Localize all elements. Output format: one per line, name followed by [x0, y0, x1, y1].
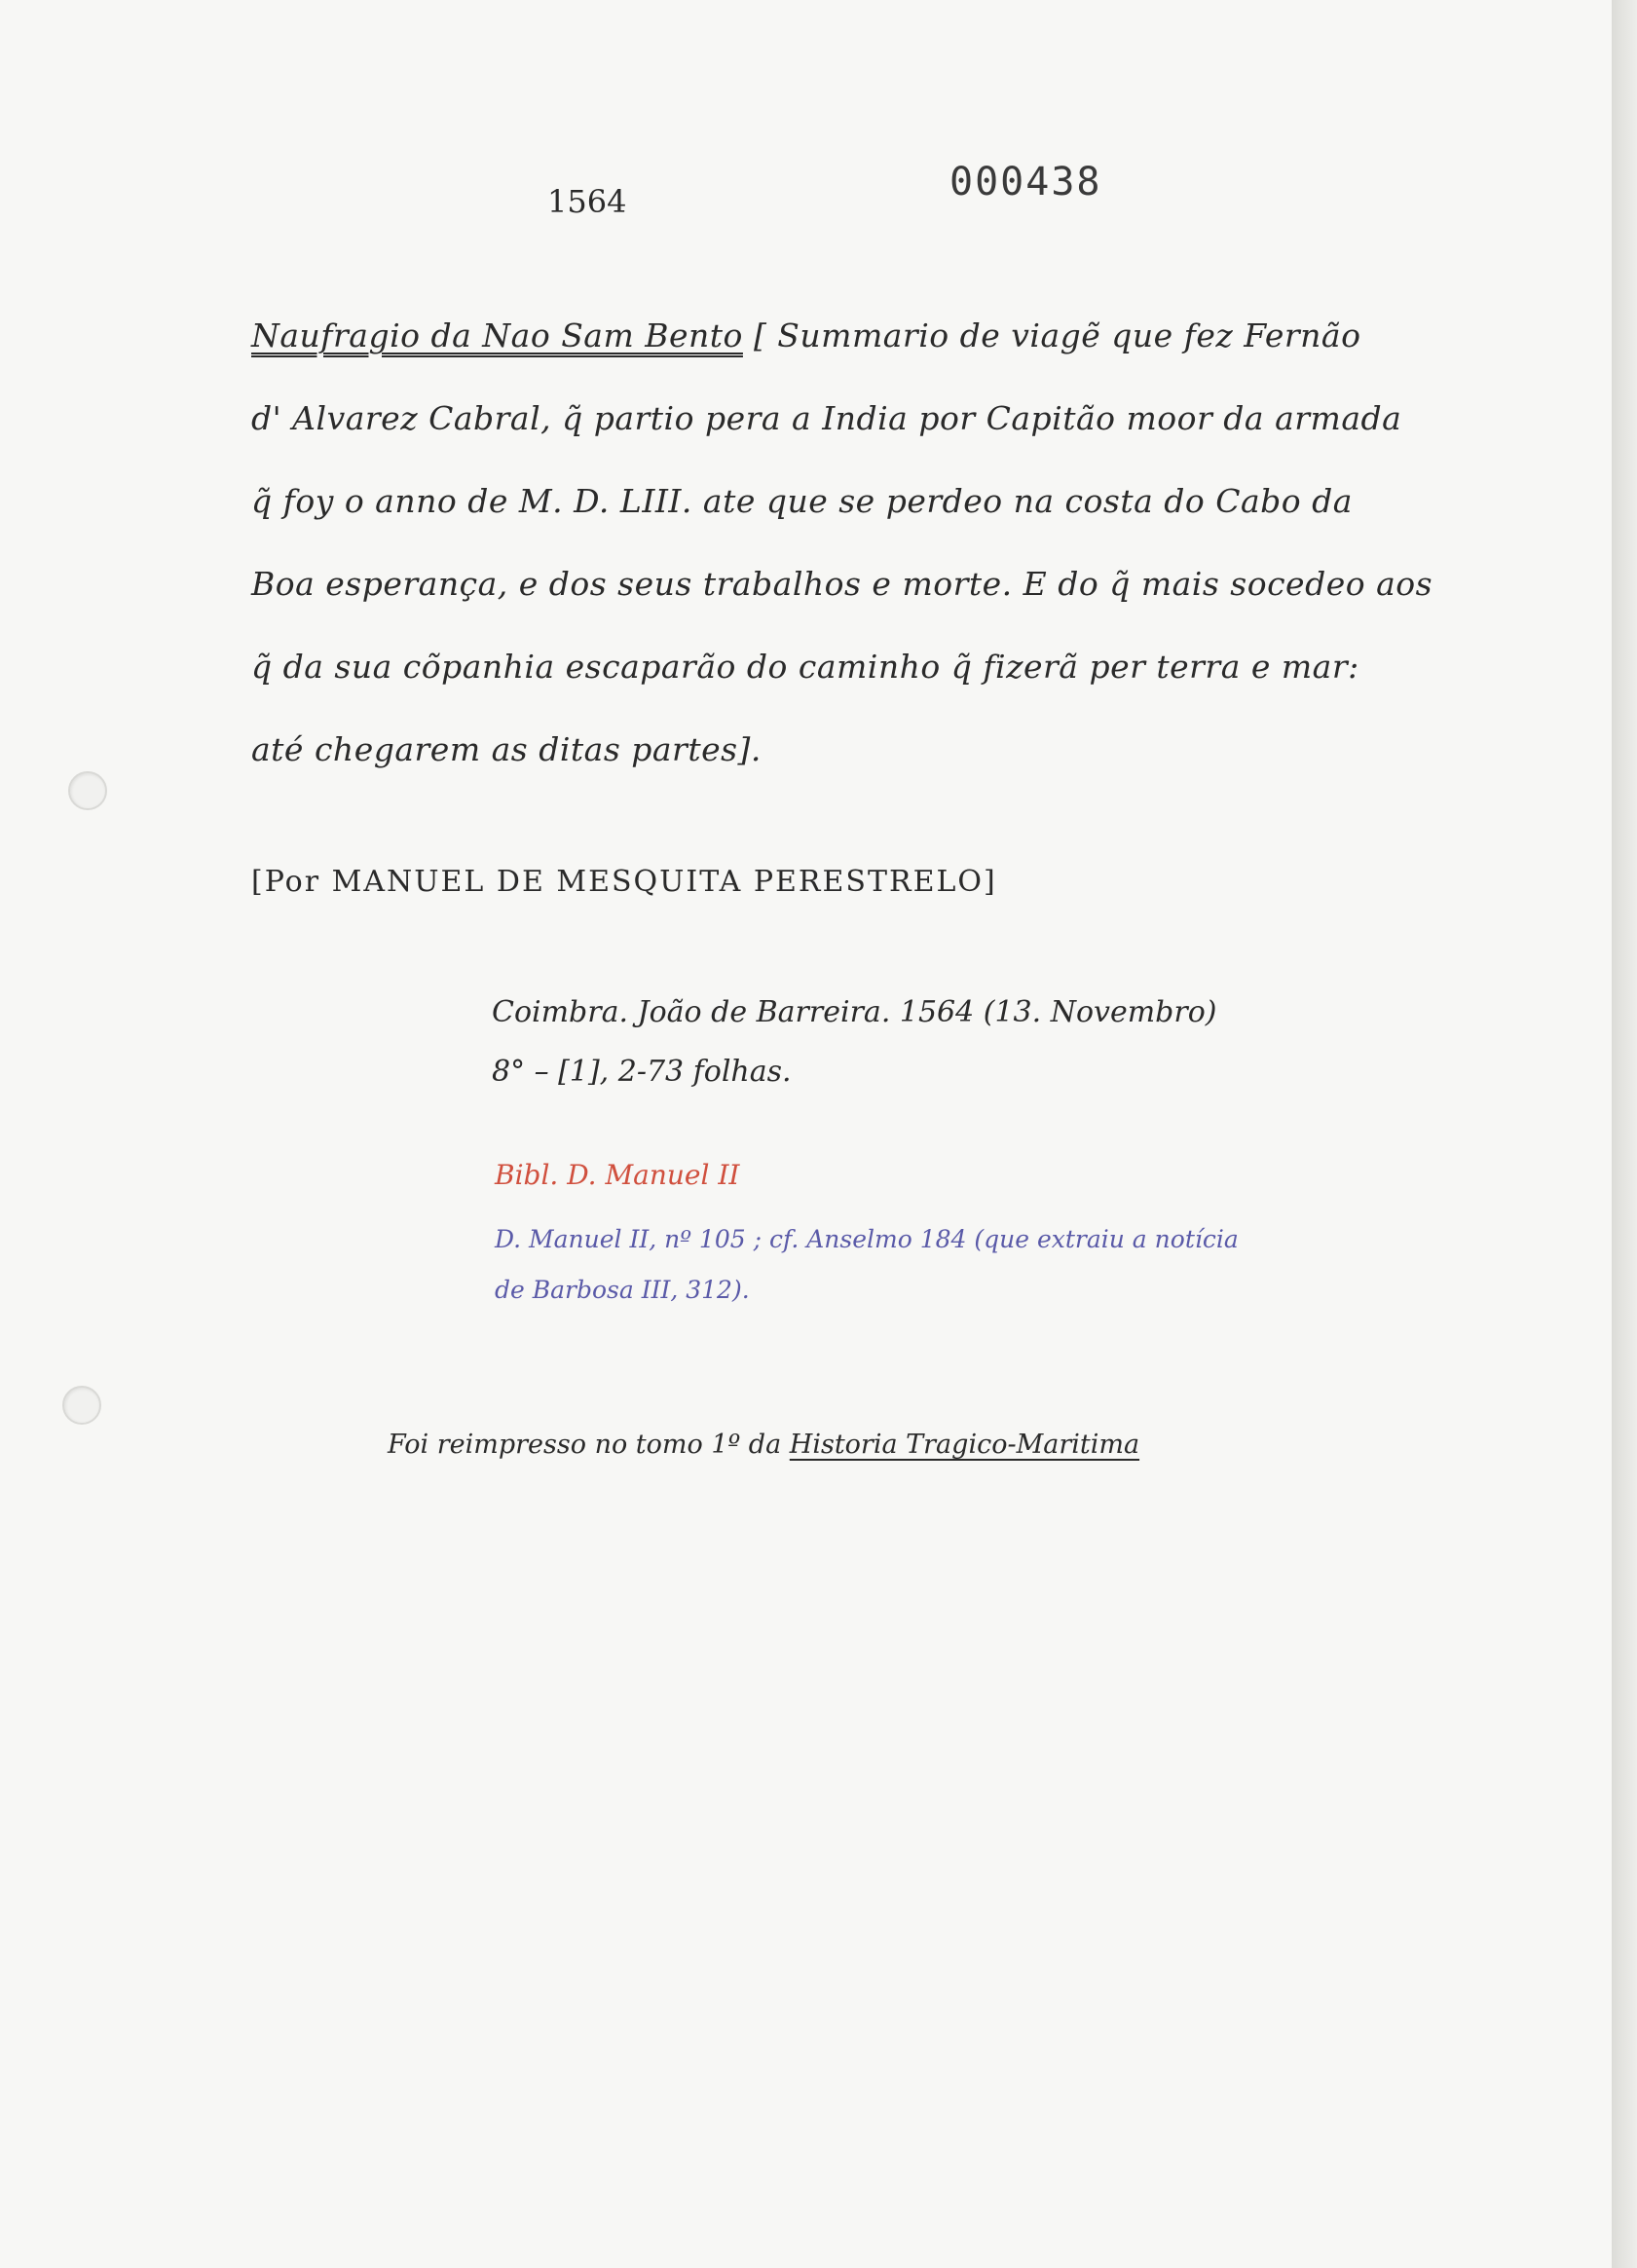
reprint-prefix: Foi reimpresso no tomo 1º da: [388, 1430, 782, 1460]
entry-line-4: Boa esperança, e dos seus trabalhos e morte. E do q̃ mais socedeo aos: [251, 565, 1433, 603]
reprint-note: [388, 1430, 1139, 1460]
library-reference: Bibl. D. Manuel II: [495, 1159, 740, 1191]
author-line: [Por MANUEL DE MESQUITA PERESTRELO]: [251, 865, 997, 899]
entry-line-5: q̃ da sua cõpanhia escaparão do caminho q̃ fizerã per terra e mar:: [251, 648, 1359, 686]
reprint-work-title: Historia Tragico-Maritima: [789, 1430, 1140, 1460]
catalog-number-stamp: 000438: [949, 160, 1102, 204]
citation-line-1: D. Manuel II, nº 105 ; cf. Anselmo 184 (que extraiu a notícia: [495, 1225, 1239, 1253]
punch-hole-lower: [62, 1386, 101, 1425]
entry-line-6: até chegarem as ditas partes].: [251, 730, 762, 768]
collation-line: 8° – [1], 2-73 folhas.: [492, 1055, 792, 1089]
imprint-line: Coimbra. João de Barreira. 1564 (13. Novembro): [492, 995, 1217, 1029]
entry-line-3: q̃ foy o anno de M. D. LIII. ate que se perdeo na costa do Cabo da: [251, 482, 1353, 520]
entry-title: Naufragio da Nao Sam Bento: [251, 316, 743, 354]
entry-line-text: [ Summario de viagẽ que fez Fernão: [753, 316, 1361, 354]
year: 1564: [547, 183, 627, 220]
punch-hole-upper: [68, 771, 107, 810]
scan-edge: [1612, 0, 1637, 2268]
citation-line-2: de Barbosa III, 312).: [495, 1276, 750, 1304]
entry-line-2: d' Alvarez Cabral, q̃ partio pera a India por Capitão moor da armada: [251, 399, 1402, 437]
entry-line-1: [251, 316, 1360, 354]
